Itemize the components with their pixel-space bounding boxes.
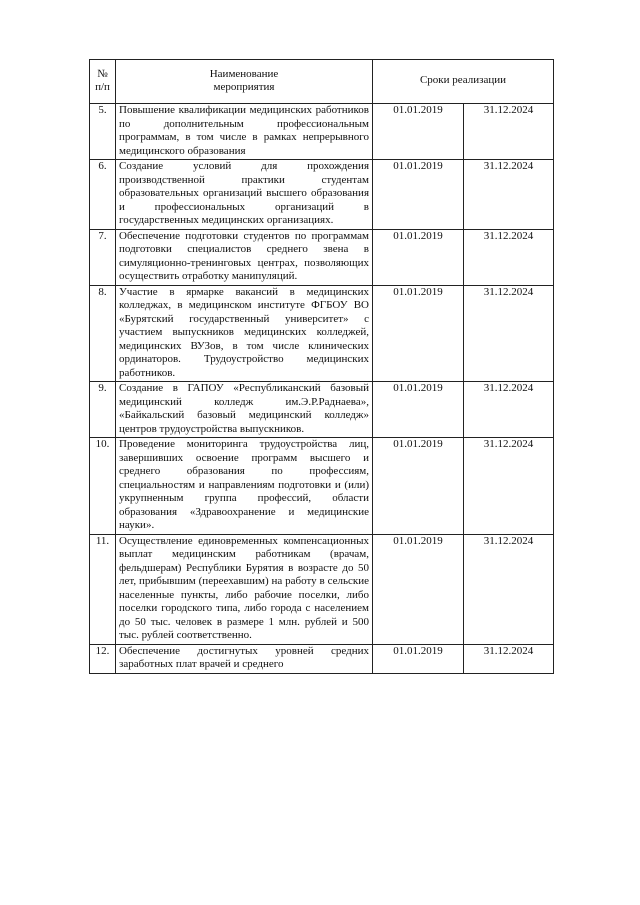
header-name-line1: Наименование: [209, 67, 279, 80]
row-description: Обеспечение подготовки студентов по программам подготовки специалистов среднего звена в симуляционно-тренинговых центрах, позволяющих осуществить отработку манипуляций.: [116, 229, 373, 285]
row-end-date: 31.12.2024: [464, 382, 554, 438]
table-row: [90, 160, 554, 230]
table-row: [90, 285, 554, 382]
table-row: [90, 644, 554, 673]
table-row: [90, 438, 554, 535]
table-header-row: [90, 60, 554, 104]
row-start-date: 01.01.2019: [373, 160, 464, 230]
table-row: [90, 534, 554, 644]
row-description: Обеспечение достигнутых уровней средних заработных плат врачей и среднего: [116, 644, 373, 673]
table-row: [90, 104, 554, 160]
row-end-date: 31.12.2024: [464, 534, 554, 644]
row-number: 12.: [90, 644, 116, 673]
row-start-date: 01.01.2019: [373, 382, 464, 438]
row-end-date: 31.12.2024: [464, 104, 554, 160]
row-end-date: 31.12.2024: [464, 438, 554, 535]
header-number: [90, 60, 116, 104]
row-start-date: 01.01.2019: [373, 534, 464, 644]
row-end-date: 31.12.2024: [464, 229, 554, 285]
row-description: Проведение мониторинга трудоустройства лиц, завершивших освоение программ высшего и среднего образования по профессиям, специальностям и направлениям подготовки и (или) укрупненным группа профессий, области образования «Здравоохранение и медицинские науки».: [116, 438, 373, 535]
table-row: [90, 229, 554, 285]
row-number: 11.: [90, 534, 116, 644]
row-end-date: 31.12.2024: [464, 644, 554, 673]
row-description: Осуществление единовременных компенсационных выплат медицинским работникам (врачам, фельдшерам) Республики Бурятия в возрасте до 50 лет, прибывшим (переехавшим) на работу в сельские населенные пункты, либо рабочие поселки, либо поселки городского типа, либо города с населением до 50 тыс. человек в размере 1 млн. рублей и 500 тыс. рублей соответственно.: [116, 534, 373, 644]
row-start-date: 01.01.2019: [373, 438, 464, 535]
row-end-date: 31.12.2024: [464, 285, 554, 382]
header-name: [116, 60, 373, 104]
row-description: Повышение квалификации медицинских работников по дополнительным профессиональным программам, в том числе в рамках непрерывного медицинского образования: [116, 104, 373, 160]
row-number: 9.: [90, 382, 116, 438]
header-number-line2: п/п: [95, 81, 110, 93]
measures-table: [89, 59, 554, 674]
header-dates: Сроки реализации: [373, 60, 554, 104]
row-description: Участие в ярмарке вакансий в медицинских колледжах, в медицинском институте ФГБОУ ВО «Бурятский государственный университет» с участием выпускников медицинских колледжей, медицинских ВУЗов, в том числе клинических ординаторов. Трудоустройство медицинских работников.: [116, 285, 373, 382]
row-number: 7.: [90, 229, 116, 285]
row-end-date: 31.12.2024: [464, 160, 554, 230]
header-number-line1: №: [97, 67, 108, 80]
header-name-line2: мероприятия: [213, 81, 275, 93]
row-start-date: 01.01.2019: [373, 285, 464, 382]
row-description: Создание условий для прохождения производственной практики студентам образовательных организаций высшего образования и профессиональных организаций в государственных медицинских организациях.: [116, 160, 373, 230]
row-start-date: 01.01.2019: [373, 229, 464, 285]
row-description: Создание в ГАПОУ «Республиканский базовый медицинский колледж им.Э.Р.Раднаева», «Байкальский базовый медицинский колледж» центров трудоустройства выпускников.: [116, 382, 373, 438]
row-number: 5.: [90, 104, 116, 160]
row-start-date: 01.01.2019: [373, 644, 464, 673]
row-number: 8.: [90, 285, 116, 382]
row-number: 10.: [90, 438, 116, 535]
row-start-date: 01.01.2019: [373, 104, 464, 160]
table-row: [90, 382, 554, 438]
row-number: 6.: [90, 160, 116, 230]
